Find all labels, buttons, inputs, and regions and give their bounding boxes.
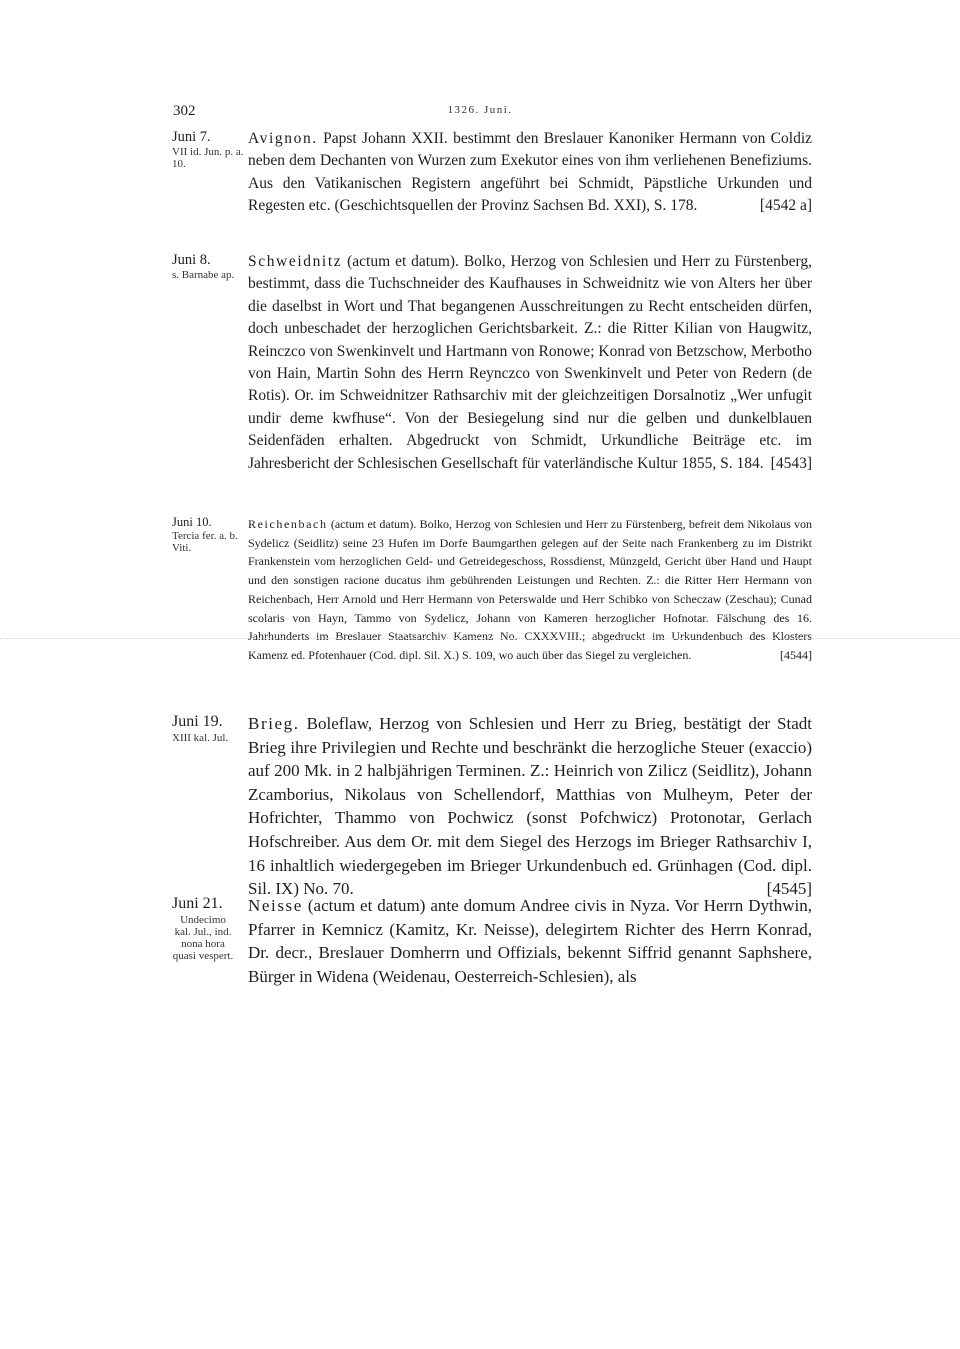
entry-text: Boleflaw, Herzog von Schlesien und Herr zu Brieg, bestätigt der Stadt Brieg ihre Privilegien und Rechte und beschränkt die herzogliche Steuer (exaccio) auf 200 Mk. in 2 halbjährigen Terminen. Z.: Heinrich von Zilicz (Seidlitz), Johann Zcamborius, Nikolaus von Schellendorf, Matthias von Mulheym, Peter der Hofrichter, Thammo von Pochwicz (sonst Pofchwicz) Protonotar, Gerlach Hofschreiber. Aus dem Or. mit dem Siegel des Herzogs im Brieger Rathsarchiv I, 16 inhaltlich wiedergegeben im Brieger Urkundenbuch ed. Grünhagen (Cod. dipl. Sil. IX) No. 70. (248, 714, 812, 899)
entry-text: (actum et datum). Bolko, Herzog von Schlesien und Herr zu Fürstenberg, befreit dem Nikolaus von Sydelicz (Seidlitz) seine 23 Hufen im Dorfe Baumgarthen gelegen auf der Seite nach Frankenberg zu im Distrikt Frankenstein vom herzoglichen Geld- und Getreidegeschoss, Rossdienst, Münzgeld, Gericht über Hand und Haupt und den sonstigen racione ducatus ihm gebührenden Leistungen und Rechten. Z.: die Ritter Herr Hermann von Reichenbach, Herr Arnold und Herr Hermann von Peterswalde und Herr Schibko von Scheczaw (Zeschau); Cunad scolaris von Hayn, Tammo von Sydelicz, Johann von Kameren herzoglicher Hofnotar. Fälschung des 16. Jahrhunderts im Breslauer Staatsarchiv Kamenz No. CXXXVIII.; abgedruckt im Urkundenbuch des Klosters Kamenz ed. Pfotenhauer (Cod. dipl. Sil. X.) S. 109, wo auch über das Siegel zu vergleichen. (248, 517, 813, 662)
entry-date: Juni 19. (172, 713, 223, 730)
entry-place: Reichenbach (248, 517, 328, 531)
regest-entry (172, 894, 812, 988)
entry-date-note: XIII kal. Jul. (172, 732, 229, 744)
entry-text: (actum et datum). Bolko, Herzog von Schlesien und Herr zu Fürstenberg, bestimmt, dass die Tuchschneider des Kaufhauses in Schweidnitz wie von Alters her über die daselbst in Wort und That begangenen Ausschreitungen zu Recht entscheiden dürfen, doch unbeschadet der herzoglichen Gerichtsbarkeit. Z.: die Ritter Kilian von Haugwitz, Reinczco von Swenkinvelt und Hartmann von Ronowe; Konrad von Betzschow, Merbotho von Hain, Martin Sohn des Herrn Reynczco von Swenkinvelt und Peter von Redern (de Rotis). Or. im Schweidnitzer Rathsarchiv mit der gleichzeitigen Dorsalnotiz „Wer unfugit undir deme kwfhuse“. Von der Besiegelung sind nur die gelben und dunkelblauen Seidenfäden erhalten. Abgedruckt von Schmidt, Urkundliche Beiträge etc. im Jahresbericht der Schlesischen Gesellschaft für vaterländische Kultur 1855, S. 184. (248, 253, 813, 472)
entry-body (248, 712, 812, 901)
entry-reference: [4545] (766, 879, 812, 899)
entry-body (248, 251, 812, 475)
entry-date-note: Tercia fer. a. b. Viti. (172, 530, 238, 554)
entry-place: Avignon. (248, 130, 318, 147)
entry-body (248, 894, 812, 988)
entry-margin (172, 251, 246, 281)
entry-date-note: s. Barnabe ap. (172, 269, 235, 281)
entry-margin (172, 128, 246, 170)
entry-text: Papst Johann XXII. bestimmt den Breslauer Kanoniker Hermann von Coldiz neben dem Dechanten von Wurzen zum Exekutor eines von ihm verliehenen Benefiziums. Aus den Vatikanischen Registern angeführt bei Schmidt, Päpstliche Urkunden und Regesten etc. (Geschichtsquellen der Provinz Sachsen Bd. XXI), S. 178. (248, 130, 812, 215)
entry-reference: [4543] (770, 454, 812, 472)
entry-date: Juni 10. (172, 515, 212, 529)
entry-reference: [4542 a] (759, 197, 812, 215)
entry-place: Brieg. (248, 714, 300, 733)
entry-margin (172, 712, 246, 744)
regest-entry (172, 251, 812, 475)
entry-body (248, 515, 812, 665)
entry-date: Juni 8. (172, 252, 211, 268)
entry-reference: [4544] (780, 647, 812, 662)
page-number: 302 (173, 103, 196, 119)
running-head: 1326. Juni. (447, 104, 513, 116)
entry-date-note: VII id. Jun. p. a. 10. (172, 146, 244, 170)
regest-entry (172, 128, 812, 218)
entry-margin (172, 515, 246, 554)
entry-date-note: Undecimo kal. Jul., ind. nona hora quasi vespert. (172, 914, 234, 962)
entry-place: Schweidnitz (248, 253, 343, 270)
entry-date: Juni 7. (172, 129, 211, 145)
scan-artifact-line (0, 638, 960, 639)
regest-entry (172, 515, 812, 665)
entry-text: (actum et datum) ante domum Andree civis in Nyza. Vor Herrn Dythwin, Pfarrer in Kemnicz (Kamitz, Kr. Neisse), delegirtem Richter des Herrn Konrad, Dr. decr., Breslauer Domherrn und Offizials, bekennt Siffrid genannt Saphshere, Bürger in Widena (Weidenau, Oesterreich-Schlesien), als (248, 896, 812, 986)
entry-date: Juni 21. (172, 895, 223, 912)
entry-place: Neisse (248, 896, 303, 915)
entry-margin (172, 894, 246, 962)
entry-body (248, 128, 812, 218)
regest-entry (172, 712, 812, 901)
